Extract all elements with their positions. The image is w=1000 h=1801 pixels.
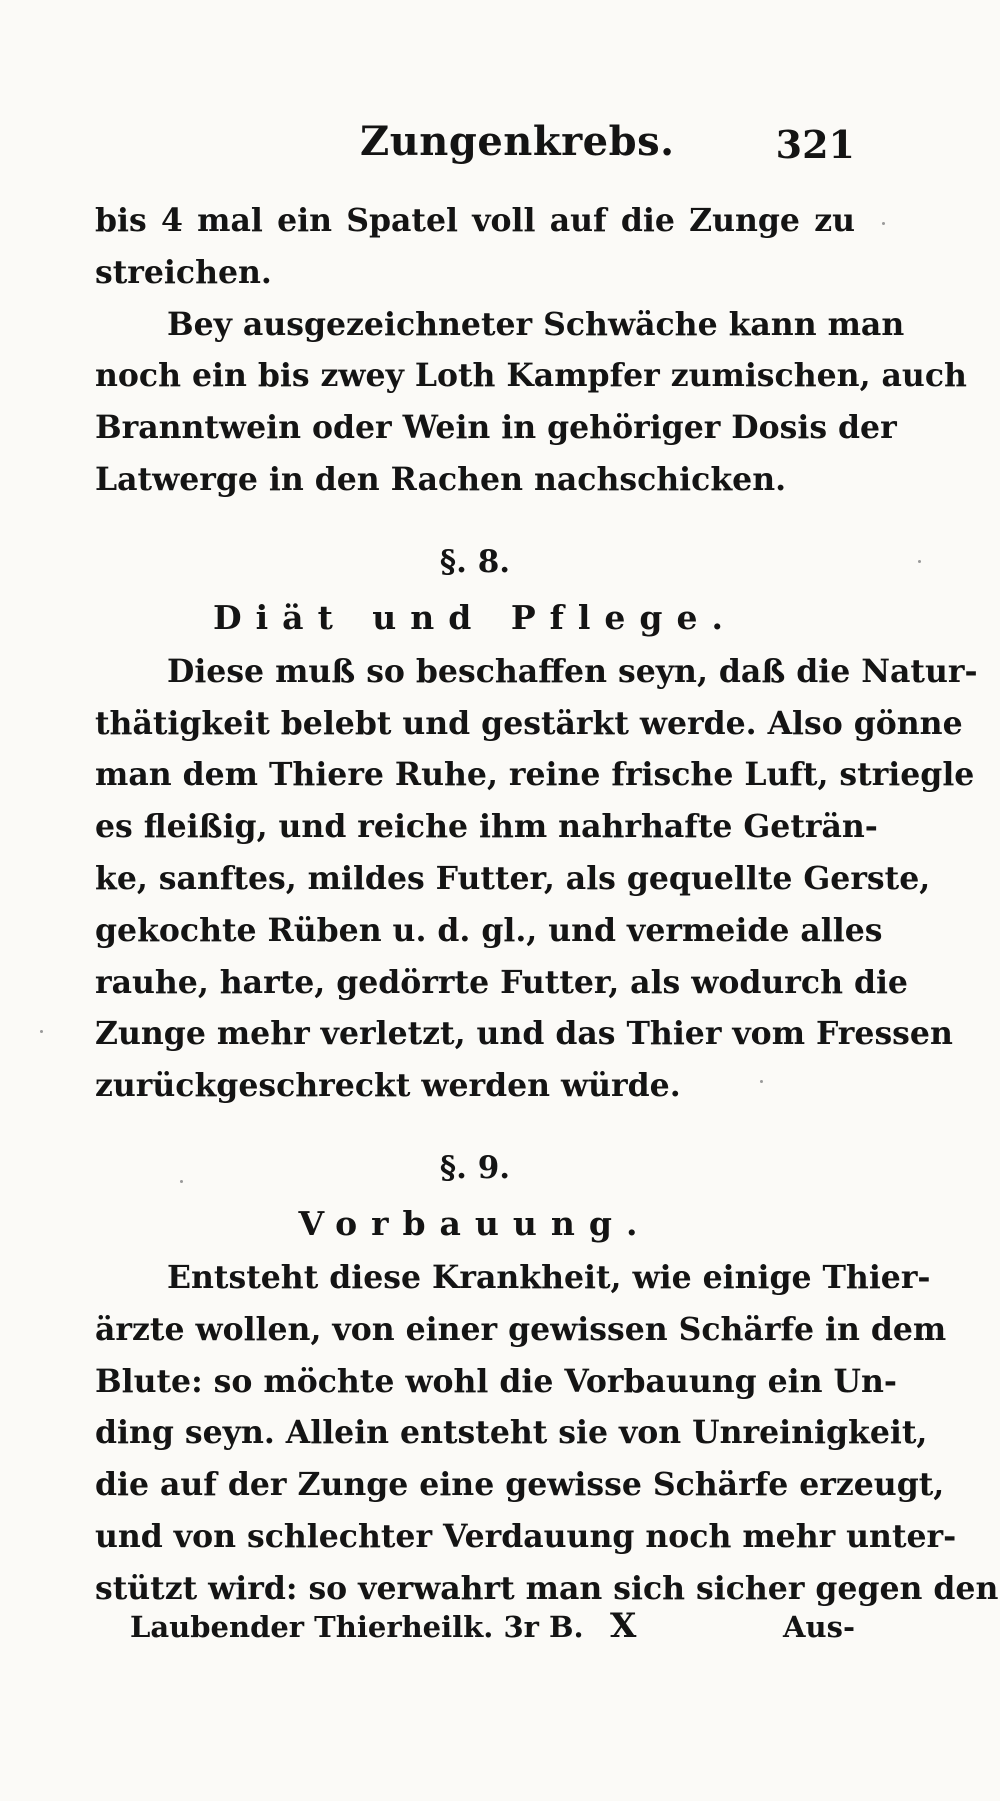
text-line: stützt wird: so verwahrt man sich sicher gegen den <box>95 1569 999 1607</box>
text-line: Zunge mehr verletzt, und das Thier vom Fressen <box>95 1015 953 1053</box>
catchword: Aus- <box>783 1610 855 1644</box>
text-line: ke, sanftes, mildes Futter, als gequellte Gerste, <box>95 859 931 897</box>
text-line: gekochte Rüben u. d. gl., und vermeide alles <box>95 911 883 949</box>
text-line: man dem Thiere Ruhe, reine frische Luft, striegle <box>95 756 975 794</box>
text-line: zurückgeschreckt werden würde. <box>95 1067 681 1105</box>
text-line: bis 4 mal ein Spatel voll auf die Zunge zu <box>95 202 855 239</box>
section-title: Vorbauung. <box>298 1203 652 1243</box>
running-title: Zungenkrebs. <box>360 118 675 165</box>
text-line: noch ein bis zwey Loth Kampfer zumischen, auch <box>95 357 967 395</box>
text-line: Branntwein oder Wein in gehöriger Dosis der <box>95 409 897 447</box>
text-line: Blute: so möchte wohl die Vorbauung ein Un- <box>95 1362 897 1400</box>
text-line: streichen. <box>95 253 272 291</box>
section-number: §. 9. <box>439 1149 511 1186</box>
paper-speck <box>882 222 885 225</box>
text-line: und von schlechter Verdauung noch mehr unter- <box>95 1517 957 1555</box>
text-line: ärzte wollen, von einer gewissen Schärfe in dem <box>95 1310 947 1348</box>
paper-speck <box>40 1030 43 1033</box>
body-text <box>95 195 999 1615</box>
text-line: es fleißig, und reiche ihm nahrhafte Geträn- <box>95 808 878 846</box>
section-title: Diät und Pflege. <box>213 597 737 637</box>
text-line: Latwerge in den Rachen nachschicken. <box>95 460 787 498</box>
paper-speck <box>918 560 921 563</box>
text-line: Diese muß so beschaffen seyn, daß die Natur- <box>167 652 978 690</box>
page-header <box>95 118 855 178</box>
printer-signature: Laubender Thierheilk. 3r B. <box>130 1610 584 1644</box>
text-line: ding seyn. Allein entsteht sie von Unreinigkeit, <box>95 1414 928 1452</box>
paper-speck <box>760 1080 763 1083</box>
text-line: Entsteht diese Krankheit, wie einige Thier- <box>167 1258 931 1296</box>
text-line: rauhe, harte, gedörrte Futter, als wodurch die <box>95 963 908 1001</box>
signature-mark: X <box>610 1606 637 1646</box>
text-line: die auf der Zunge eine gewisse Schärfe erzeugt, <box>95 1466 945 1504</box>
paper-speck <box>180 1180 183 1183</box>
text-line: thätigkeit belebt und gestärkt werde. Also gönne <box>95 704 963 742</box>
text-line: Bey ausgezeichneter Schwäche kann man <box>167 305 905 343</box>
page-number: 321 <box>775 122 855 167</box>
page-footer <box>130 1606 855 1660</box>
section-number: §. 8. <box>439 543 511 580</box>
